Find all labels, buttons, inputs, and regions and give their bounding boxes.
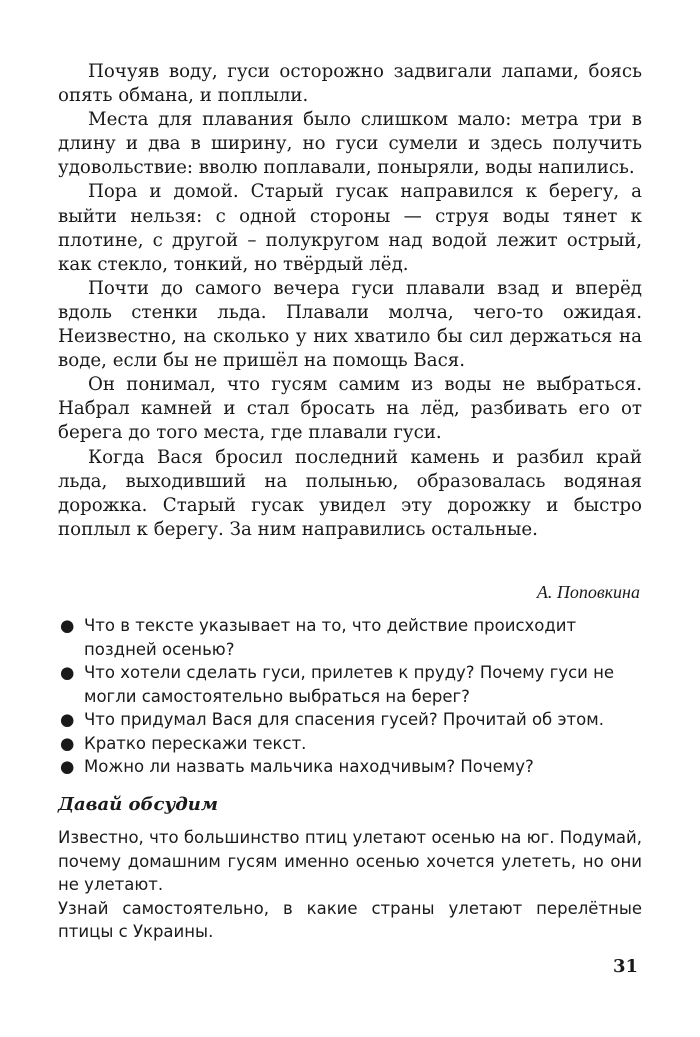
discussion-paragraph: Известно, что большинство птиц улетают осенью на юг. Подумай, почему домашним гусям именно осенью хочется улететь, но они не улетают.	[58, 828, 642, 895]
question-list	[58, 614, 642, 779]
story-paragraph: Он понимал, что гусям самим из воды не выбраться. Набрал камней и стал бросать на лёд, разбивать его от берега до того места, где плавали гуси.	[58, 374, 642, 444]
story-text	[58, 60, 642, 542]
question-item	[58, 755, 642, 779]
discussion-text	[58, 826, 642, 944]
question-text: Кратко перескажи текст.	[84, 733, 307, 753]
question-item	[58, 732, 642, 756]
page-number: 31	[612, 956, 638, 977]
story-paragraph: Когда Вася бросил последний камень и разбил край льда, выходивший на полынью, образовалась водяная дорожка. Старый гусак увидел эту дорожку и быстро поплыл к берегу. За ним направились остальные.	[58, 446, 642, 540]
question-item	[58, 708, 642, 732]
bullet-icon: ●	[60, 733, 75, 753]
story-author: А. Поповкина	[536, 582, 640, 602]
bullet-icon: ●	[60, 663, 75, 682]
story-paragraph: Почти до самого вечера гуси плавали взад и вперёд вдоль стенки льда. Плавали молча, чего-то ожидая. Неизвестно, на сколько у них хватило бы сил держаться на воде, если бы не пришёл на помощь Вася.	[58, 277, 642, 372]
question-text: Что придумал Вася для спасения гусей? Прочитай об этом.	[84, 710, 604, 729]
discussion-heading: Давай обсудим	[58, 794, 218, 815]
discussion-paragraph: Узнай самостоятельно, в какие страны улетают перелётные птицы с Украины.	[58, 898, 642, 942]
bullet-icon: ●	[60, 616, 75, 635]
bullet-icon: ●	[60, 757, 75, 776]
question-item	[58, 614, 642, 661]
story-paragraph: Почуяв воду, гуси осторожно задвигали лапами, боясь опять обмана, и поплыли.	[58, 61, 642, 107]
question-text: Можно ли назвать мальчика находчивым? Почему?	[84, 757, 534, 776]
story-paragraph: Пора и домой. Старый гусак направился к берегу, а выйти нельзя: с одной стороны — струя воды тянет к плотине, с другой – полукругом над водой лежит острый, как стекло, тонкий, но твёрдый лёд.	[58, 181, 642, 275]
question-item	[58, 661, 642, 708]
bullet-icon: ●	[60, 710, 75, 729]
question-text: Что в тексте указывает на то, что действие происходит поздней осенью?	[84, 616, 577, 659]
question-text: Что хотели сделать гуси, прилетев к пруду? Почему гуси не могли самостоятельно выбраться на берег?	[84, 663, 615, 706]
story-paragraph: Места для плавания было слишком мало: метра три в длину и два в ширину, но гуси сумели и здесь получить удовольствие: вволю поплавали, поныряли, воды напились.	[58, 109, 642, 179]
